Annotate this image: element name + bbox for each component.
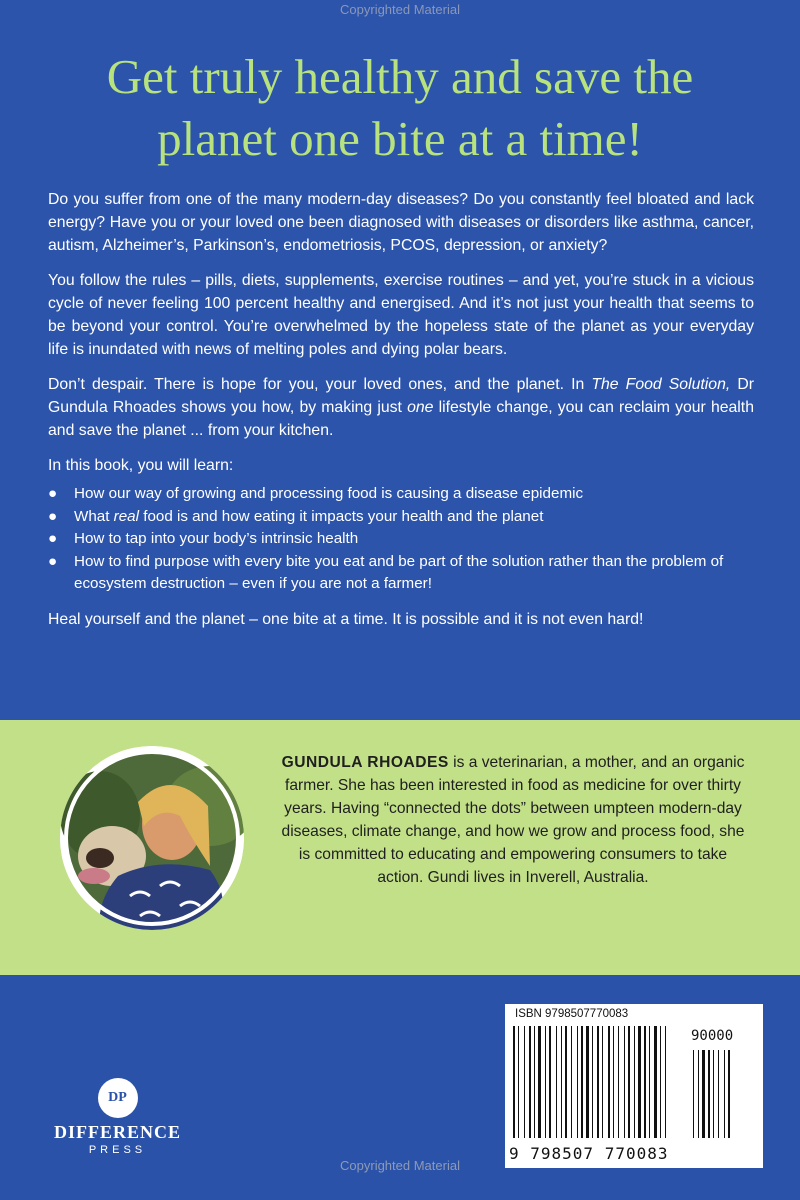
author-bio — [278, 751, 748, 889]
headline — [0, 46, 800, 170]
paragraph-1: Do you suffer from one of the many modern-day diseases? Do you constantly feel bloated and lack energy? Have you or your loved one been diagnosed with diseases or disorders like asthma, cancer, autism, Alzheimer’s, Parkinson’s, endometriosis, PCOS, depression, or anxiety? — [48, 191, 754, 254]
paragraph-5: Heal yourself and the planet – one bite at a time. It is possible and it is not even hard! — [48, 610, 644, 628]
paragraph-4: In this book, you will learn: — [48, 457, 234, 474]
list-item: ● How to tap into your body’s intrinsic health — [74, 528, 754, 551]
bullet-icon: ● — [48, 552, 58, 570]
learning-list — [48, 483, 754, 596]
barcode-digits: 9 798507 770083 — [509, 1144, 669, 1163]
publisher-logo — [40, 1078, 195, 1156]
author-name: GUNDULA RHOADES — [281, 754, 449, 771]
bullet-icon: ● — [48, 485, 58, 502]
watermark-top: Copyrighted Material — [340, 2, 460, 17]
bullet-icon: ● — [48, 507, 58, 525]
blurb-text — [48, 188, 754, 643]
author-photo — [60, 746, 244, 930]
author-bio-text: is a veterinarian, a mother, and an organic farmer. She has been interested in food as medicine for over thirty years. Having “connected the dots” between umpteen modern-day diseases, climate change, and how we grow and process food, she is committed to educating and empowering consumers to take action. Gundi lives in Inverell, Australia. — [281, 754, 745, 886]
list-item: ● How to find purpose with every bite you eat and be part of the solution rather than the problem of ecosystem destruction – even if you are not a farmer! — [48, 552, 724, 592]
headline-line-1: Get truly healthy and save the — [106, 49, 694, 104]
publisher-monogram: DP — [98, 1078, 138, 1118]
publisher-name: DIFFERENCE — [53, 1122, 181, 1142]
watermark-bottom: Copyrighted Material — [340, 1158, 460, 1173]
isbn-barcode-box — [505, 1004, 763, 1168]
bullet-icon: ● — [48, 530, 58, 547]
paragraph-2: You follow the rules – pills, diets, supplements, exercise routines – and yet, you’re stuck in a vicious cycle of never feeling 100 percent healthy and energised. And it’s not just your health that seems to be beyond your control. You’re overwhelmed by the hopeless state of the planet as your everyday life is inundated with news of melting poles and dying polar bears. — [48, 272, 754, 358]
paragraph-3: Don’t despair. There is hope for you, your loved ones, and the planet. In The Food Solution, Dr Gundula Rhoades shows you how, by making just one lifestyle change, you can reclaim your health and save the planet ... from your kitchen. — [48, 376, 755, 439]
publisher-sub: PRESS — [88, 1144, 147, 1156]
isbn-label: ISBN 9798507770083 — [515, 1008, 629, 1020]
price-code: 90000 — [691, 1028, 734, 1044]
list-item: ● How our way of growing and processing food is causing a disease epidemic — [74, 483, 754, 506]
list-item: ● What real food is and how eating it impacts your health and the planet — [74, 506, 754, 529]
author-photo-image — [60, 746, 244, 930]
headline-line-2: planet one bite at a time! — [157, 111, 643, 166]
